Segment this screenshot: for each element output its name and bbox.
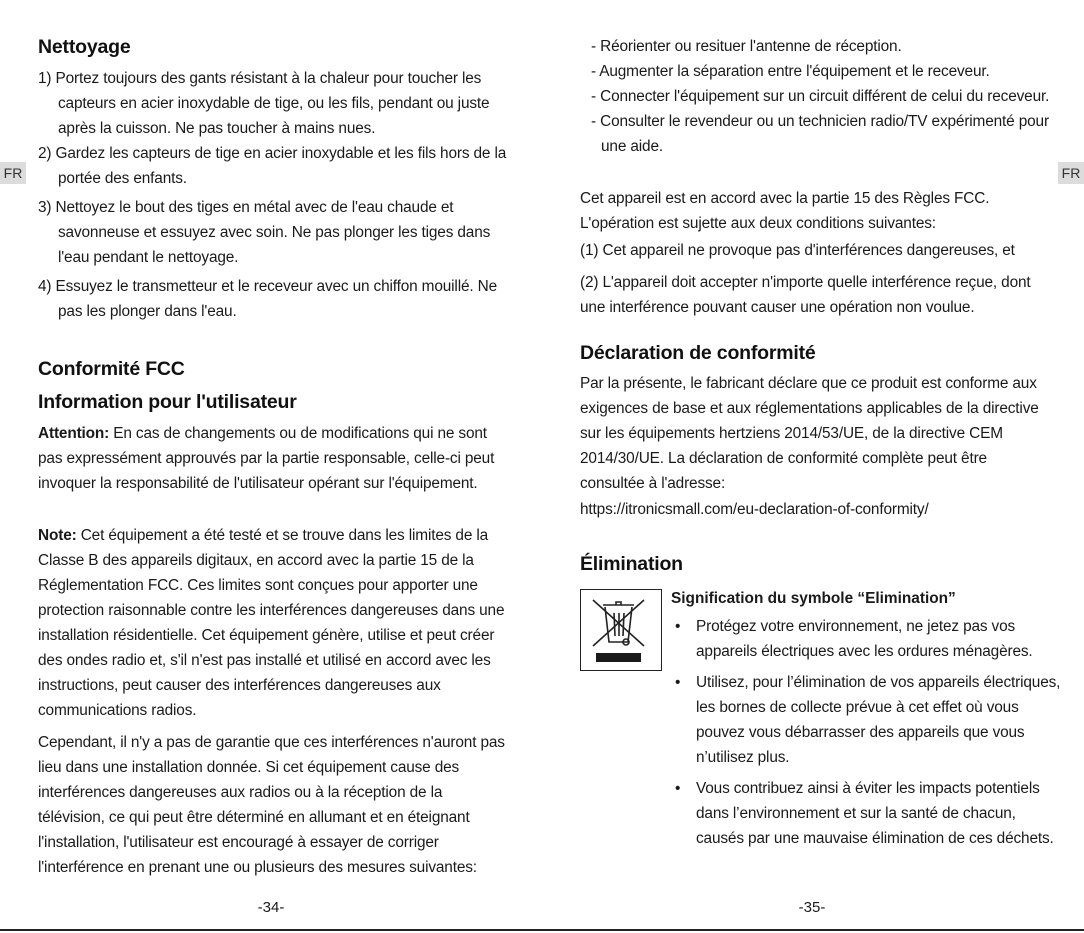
declaration-paragraph: Par la présente, le fabricant déclare que ce produit est conforme aux exigences de base et aux réglementations applicables de la directive sur les équipements hertziens 2014/53/UE, de la directive CEM 2014/30/UE. La déclaration de conformité complète peut être consultée à l'adresse: bbox=[580, 375, 1039, 492]
condition-2: (2) L'appareil doit accepter n'importe quelle interférence reçue, dont une interférence pouvant causer une opération non voulue. bbox=[580, 274, 1031, 316]
user-info-title: Information pour l'utilisateur bbox=[38, 391, 297, 413]
disposal-bullets bbox=[671, 614, 1061, 857]
fcc-title: Conformité FCC bbox=[38, 358, 185, 380]
condition-1: (1) Cet appareil ne provoque pas d'interférences dangereuses, et bbox=[580, 242, 1015, 259]
wheelie-bin-svg bbox=[581, 590, 660, 669]
disposal-bullet: • Protégez votre environnement, ne jetez pas vos appareils électriques avec les ordures ménagères. bbox=[671, 614, 1061, 664]
note-text: Cet équipement a été testé et se trouve dans les limites de la Classe B des appareils digitaux, en accord avec la partie 15 de la Réglementation FCC. Ces limites sont conçues pour apporter une protection raisonnable contre les interférences dangereuses dans une installation résidentielle. Cet équipement génère, utilise et peut créer des ondes radio et, s'il n'est pas installé et utilisé en accord avec les instructions, peut causer des interférences dangereuses aux communications radios. bbox=[38, 527, 505, 719]
measures-list bbox=[591, 34, 1053, 159]
cleaning-item-4: 4) Essuyez le transmetteur et le receveur avec un chiffon mouillé. Ne pas les plonger dans l'eau. bbox=[38, 278, 498, 320]
cleaning-item-3: 3) Nettoyez le bout des tiges en métal avec de l'eau chaude et savonneuse et essuyez avec soin. Ne pas plonger les tiges dans l'eau pendant le nettoyage. bbox=[38, 199, 491, 266]
bottom-rule bbox=[0, 929, 1084, 931]
measure-item: - Réorienter ou resituer l'antenne de réception. bbox=[591, 38, 902, 55]
left-page bbox=[38, 0, 508, 933]
cleaning-title: Nettoyage bbox=[38, 36, 131, 58]
however-paragraph: Cependant, il n'y a pas de garantie que ces interférences n'auront pas lieu dans une installation donnée. Si cet équipement cause des interférences dangereuses aux radios ou à la réception de la télévision, ce qui peut être déterminé en allumant et en éteignant l'installation, l'utilisateur est encouragé à essayer de corriger l'interférence en prenant une ou plusieurs des mesures suivantes: bbox=[38, 734, 505, 876]
cleaning-list bbox=[38, 66, 508, 324]
measure-item: - Connecter l'équipement sur un circuit différent de celui du receveur. bbox=[591, 88, 1050, 105]
measure-item: - Augmenter la séparation entre l'équipement et le receveur. bbox=[591, 63, 990, 80]
cleaning-item-1: 1) Portez toujours des gants résistant à la chaleur pour toucher les capteurs en acier inoxydable de tige, ou les fils, pendant ou juste après la cuisson. Ne pas toucher à mains nues. bbox=[38, 70, 490, 137]
cleaning-item-2: 2) Gardez les capteurs de tige en acier inoxydable et les fils hors de la portée des enfants. bbox=[38, 145, 507, 187]
declaration-url: https://itronicsmall.com/eu-declaration-of-conformity/ bbox=[580, 501, 929, 518]
attention-text: En cas de changements ou de modifications qui ne sont pas expressément approuvés par la partie responsable, celle-ci peut invoquer la responsabilité de l'utilisateur opérant sur l'équipement. bbox=[38, 425, 495, 492]
declaration-title: Déclaration de conformité bbox=[580, 342, 816, 364]
disposal-bullet: • Vous contribuez ainsi à éviter les impacts potentiels dans l’environnement et sur la santé de chacun, causés par une mauvaise élimination de ces déchets. bbox=[671, 776, 1061, 851]
disposal-title: Élimination bbox=[580, 553, 683, 575]
note-paragraph bbox=[38, 523, 508, 723]
page-number-left: -34- bbox=[257, 899, 285, 916]
disposal-subtitle: Signification du symbole “Elimination” bbox=[671, 590, 956, 607]
page-number-right: -35- bbox=[798, 899, 826, 916]
attention-paragraph bbox=[38, 421, 508, 496]
language-tab-right: FR bbox=[1058, 162, 1084, 184]
attention-label: Attention: bbox=[38, 425, 110, 442]
measure-item: - Consulter le revendeur ou un technicien radio/TV expérimenté pour une aide. bbox=[591, 113, 1049, 155]
compliance-paragraph: Cet appareil est en accord avec la partie 15 des Règles FCC. L'opération est sujette aux deux conditions suivantes: bbox=[580, 190, 990, 232]
note-label: Note: bbox=[38, 527, 77, 544]
disposal-bullet: • Utilisez, pour l’élimination de vos appareils électriques, les bornes de collecte prévue à cet effet où vous pouvez vous débarrasser des appareils que vous n’utilisez plus. bbox=[671, 670, 1061, 770]
right-page bbox=[580, 0, 1061, 933]
language-tab-left: FR bbox=[0, 162, 26, 184]
crossed-out-wheelie-bin-icon bbox=[580, 589, 662, 671]
